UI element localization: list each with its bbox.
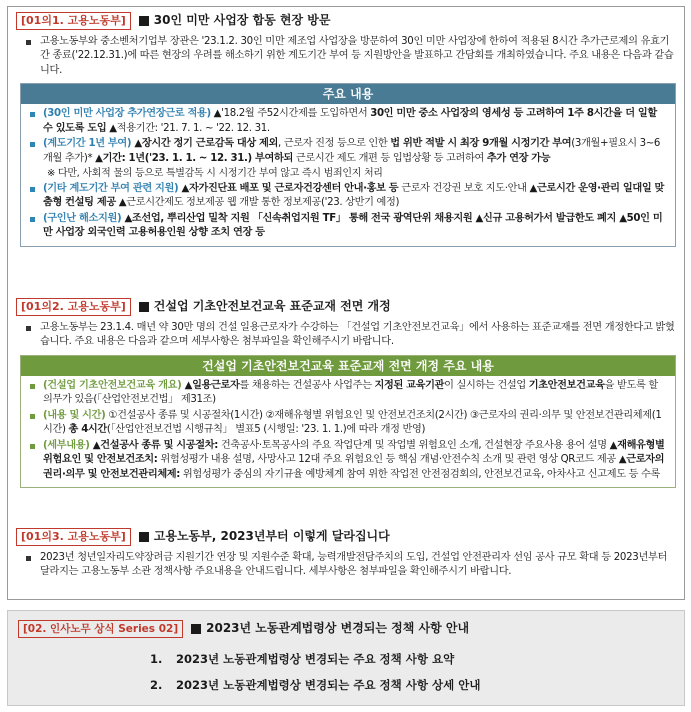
square-bullet-icon [191, 624, 201, 634]
item-text: ▲기간: 1년('23. 1. 1. ~ 12. 31.) 부여하되 [95, 152, 293, 164]
item-text: 30인 미만 중소 사업장의 영세성 등 고려하여 1주 8시간을 더 일할 수 있도록 도입 [43, 108, 657, 134]
news-section-2 [16, 297, 678, 488]
item-text: ▲재해유형별 위험요인 및 안전보건조치: [43, 439, 665, 466]
section-header [16, 527, 678, 547]
item-text: 를 채용하는 건설공사 사업주는 [239, 379, 375, 391]
list-item [27, 107, 667, 136]
item-text: ▲근로자의 권리·의무 및 안전보건관리체제: [43, 454, 665, 480]
item-text: 위험성평가 내용 설명, 사망사고 12대 주요 위험요인 등 핵심 개념·안전수칙 소개 및 관련 영상 QR코드 제공 [157, 454, 619, 466]
item-note: ※ 다만, 사회적 물의 등으로 특별감독 시 시정기간 부여 않고 즉시 범죄인지 처리 [47, 168, 383, 180]
series-item-text: 2023년 노동관계법령상 변경되는 주요 정책 사항 요약 [176, 652, 455, 666]
series-item-text: 2023년 노동관계법령상 변경되는 주요 정책 사항 상세 안내 [176, 678, 481, 693]
section-header [16, 11, 678, 31]
item-label: (기타 계도기간 부여 관련 지원) [43, 182, 179, 194]
item-text: ▲건설공사 종류 및 시공절차: [89, 439, 218, 451]
series-list [150, 651, 480, 704]
box-title: 주요 내용 [21, 84, 675, 104]
item-text: ▲근로시간제도 정보제공 웹 개발 통한 정보제공('23. 상반기 예정) [115, 197, 400, 209]
item-text: 근로자 건강권 보호 지도·안내 [398, 182, 530, 194]
key-points-box [20, 355, 676, 488]
section-summary: 고용노동부와 중소벤처기업부 장관은 '23.1.2. 30인 미만 제조업 사업장을 방문하여 30인 미만 사업장에 한하여 적용된 8시간 추가근로제의 유효기간 종료('22.12.31.)에 따른 현장의 우려를 해소하기 위한 계도기간 부여 등 지원방안을 발표하고 간담회를 개최하였습니다. 주요 내용은 다음과 같습니다. [16, 35, 678, 78]
item-label: (세부내용) [43, 439, 90, 451]
series-item-number: 1. [150, 652, 163, 666]
list-item [27, 137, 667, 166]
news-section-3 [16, 527, 678, 580]
square-bullet-icon [139, 16, 149, 26]
section-tag: [01의2. 고용노동부] [16, 298, 131, 316]
news-section-1 [16, 11, 678, 247]
item-text: ▲조선업, 뿌리산업 밀착 지원 「신속취업지원 TF」 통해 전국 광역단위 채용지원 ▲신규 고용허가서 발급한도 폐지 ▲50인 미만 사업장 외국인력 고용허용인원 상향 조치 연장 등 [43, 212, 663, 239]
newsletter-frame [7, 6, 685, 600]
section-tag: [01의3. 고용노동부] [16, 528, 131, 546]
item-text: ▲근로시간 운영·관리 일대일 맞춤형 컨설팅 제공 [43, 182, 665, 209]
item-text: 추가 연장 가능 [486, 152, 551, 164]
item-label: (계도기간 1년 부여) [43, 138, 132, 150]
item-text: 위험성평가 중심의 자기규율 예방체계 참여 위한 작업전 안전점검회의, 안전보건교육, 아차사고 신고제도 등 수록 [180, 468, 660, 480]
series-item-number: 2. [150, 678, 163, 693]
item-text: ▲일용근로자 [181, 379, 240, 391]
list-item [27, 379, 667, 408]
item-label: (구인난 해소지원) [43, 212, 122, 224]
item-text: 기초안전보건교육 [528, 379, 605, 391]
section-tag: [01의1. 고용노동부] [16, 12, 131, 30]
section-title: 고용노동부, 2023년부터 이렇게 달라집니다 [153, 529, 390, 544]
key-points-box [20, 83, 676, 246]
box-items [21, 376, 675, 487]
item-text: 지정된 교육기관 [374, 379, 445, 391]
item-text: ▲'18.2월 주52시간제를 도입하면서 [210, 108, 371, 120]
item-text: ▲적용기간: '21. 7. 1. ~ '22. 12. 31. [106, 122, 270, 134]
series-tag: [02. 인사노무 상식 Series 02] [18, 620, 183, 638]
item-text: 법 위반 적발 시 최장 9개월 시정기간 부여 [390, 138, 572, 150]
item-text: ▲장시간 정기 근로감독 대상 제외 [131, 138, 279, 150]
item-label: (내용 및 시간) [43, 409, 106, 421]
list-item [27, 212, 667, 241]
item-text: (「산업안전보건법 시행규칙」 별표5 (시행일: '23. 1. 1.)에 따라 개정 반영) [106, 424, 426, 436]
list-item [27, 409, 667, 438]
item-label: (건설업 기초안전보건교육 개요) [43, 379, 182, 391]
series-title: 2023년 노동관계법령상 변경되는 정책 사항 안내 [206, 621, 470, 636]
list-item [27, 182, 667, 211]
section-title: 건설업 기초안전보건교육 표준교재 전면 개정 [153, 299, 391, 314]
series-item[interactable] [150, 677, 480, 693]
item-text: (3개월+필요시 3~6개월 추가)* [43, 138, 661, 164]
square-bullet-icon [139, 302, 149, 312]
series-item[interactable] [150, 651, 480, 667]
item-text: 총 4시간 [68, 424, 107, 436]
section-summary: 고용노동부는 23.1.4. 매년 약 30만 명의 건설 일용근로자가 수강하는 「건설업 기초안전보건교육」에서 사용하는 표준교재를 전면 개정한다고 밝혔습니다. 주요 내용은 다음과 같으며 세부사항은 첨부파일을 확인해주시기 바랍니다. [16, 321, 678, 350]
list-item [27, 439, 667, 482]
item-text: ①건설공사 종류 및 시공절차(1시간) ②재해유형별 위험요인 및 안전보건조치(2시간) ③근로자의 권리·의무 및 안전보건관리체제(1시간) [43, 409, 662, 436]
section-header [16, 297, 678, 317]
box-items [21, 104, 675, 245]
item-text: 을 받도록 할 의무가 있음(「산업안전보건법」 제31조) [43, 379, 658, 406]
series-header [18, 620, 469, 638]
square-bullet-icon [139, 532, 149, 542]
item-text: 이 실시하는 건설업 [444, 379, 529, 391]
box-title: 건설업 기초안전보건교육 표준교재 전면 개정 주요 내용 [21, 356, 675, 376]
section-title: 30인 미만 사업장 합동 현장 방문 [153, 13, 331, 28]
item-text: 근로시간 제도 개편 등 입법상황 등 고려하여 [292, 152, 487, 164]
item-text: ▲자가진단표 배포 및 근로자건강센터 안내·홍보 등 [178, 182, 399, 194]
series-box [7, 610, 685, 706]
section-summary: 2023년 청년일자리도약장려금 지원기간 연장 및 지원수준 확대, 능력개발전담주치의 도입, 건설업 안전관리자 선임 공사 규모 확대 등 2023년부터 달라지는 고용노동부 소관 정책사항 주요내용을 안내드립니다. 세부사항은 첨부파일을 확인해주시기 바랍니다. [16, 551, 678, 580]
item-label: (30인 미만 사업장 추가연장근로 적용) [43, 108, 211, 120]
item-text: , 근로자 진정 등으로 인한 [278, 138, 391, 150]
item-text: 건축공사·토목공사의 주요 작업단계 및 작업별 위험요인 소개, 건설현장 주요사용 용어 설명 [217, 439, 610, 451]
